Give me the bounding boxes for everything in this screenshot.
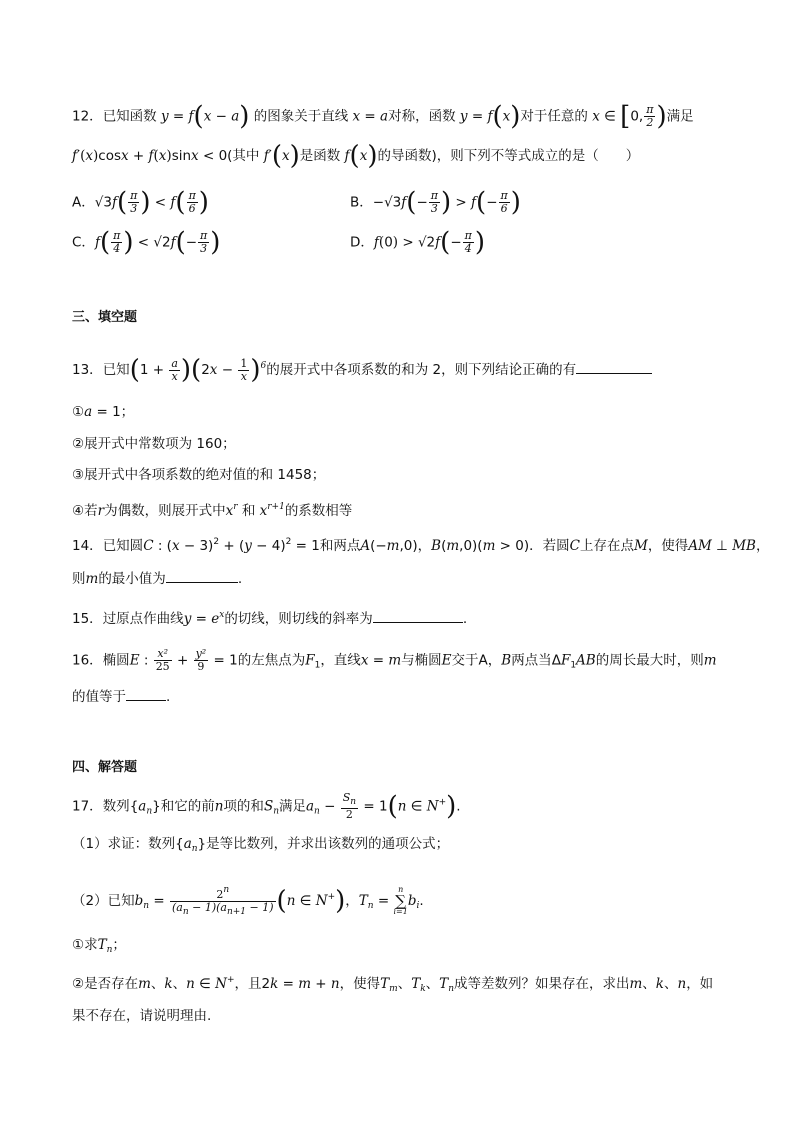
- q14-number: 14．: [72, 538, 103, 554]
- q16-answer-blank[interactable]: [126, 686, 166, 701]
- q13-item-3: ③展开式中各项系数的绝对值的和 1458；: [72, 467, 326, 483]
- q17-sub2-line2: 果不存在，请说明理由.: [72, 1008, 212, 1024]
- q17-line1: 17．数列$\{a_n\}$和它的前n项的和$S_n$满足$a_n$ − $\frac{S_n}{2}$ = 1(n ∈ N+).: [72, 791, 461, 822]
- q13-item-2: ②展开式中常数项为 160；: [72, 436, 236, 452]
- q12-option-c: C．f( $\frac{\pi}{4}$ ) < √2f(− $\frac{\pi}{3}$ ): [72, 227, 221, 258]
- q12-option-d: D．f(0) > √2f(− $\frac{\pi}{4}$ ): [350, 227, 486, 258]
- q12-option-b: B．−√3f(− $\frac{\pi}{3}$ ) > f(− $\frac{\pi}{6}$ ): [350, 187, 521, 218]
- q13-item-4: ④若r为偶数，则展开式中$x^r$ 和 $x^{r+1}$的系数相等: [72, 502, 353, 519]
- q16-line1: 16．椭圆E : $\frac{\text{x²}}{25}$ + $\frac{\text{y²}}{9}$ = 1的左焦点为$F_1$，直线x = m与椭圆E交于A，B两点当$\Delta F_1AB$的周长最大时，则m: [72, 647, 717, 673]
- q16-line2: 的值等于 .: [72, 686, 170, 707]
- q12-line1: 12．已知函数 y = f(x − a) 的图象关于直线 x = a对称，函数 y = f(x)对于任意的 x ∈ [0, $\frac{\pi}{2}$ )满足: [72, 101, 694, 132]
- q13-item-1: ①a = 1；: [72, 404, 135, 420]
- q12-option-a: A．√3f( $\frac{\pi}{3}$ ) < f( $\frac{\pi}{6}$ ): [72, 187, 209, 218]
- q15-answer-blank[interactable]: [373, 608, 463, 623]
- q17-part1: （1）求证：数列$\{a_n\}$是等比数列，并求出该数列的通项公式；: [72, 836, 450, 854]
- q17-sub2-line1: ②是否存在m、k、n ∈ N+，且2k = m + n，使得$T_m$、$T_k$、$T_n$成等差数列？如果存在，求出m、k、n，如: [72, 975, 714, 994]
- q15-number: 15．: [72, 611, 103, 627]
- q17-number: 17．: [72, 798, 103, 815]
- q16-number: 16．: [72, 652, 103, 669]
- q17-sub1: ①求$T_n$；: [72, 937, 126, 955]
- q13-number: 13．: [72, 362, 103, 378]
- q15-line: 15．过原点作曲线$y = e^x$的切线，则切线的斜率为 .: [72, 610, 468, 627]
- q14-line1: 14．已知圆C : $(x - 3)^2 + (y - 4)^2 = 1$和两点A(−m,0)，B(m,0)(m > 0)．若圆C上存在点M，使得AM ⊥ MB，: [72, 537, 770, 554]
- q13-line1: 13．已知(1 + $\frac{a}{x}$ )(2x − $\frac{1}{x}$ )$^6$的展开式中各项系数的和为 2，则下列结论正确的有: [72, 356, 652, 383]
- q12-line2: f′(x)cosx + f(x)sinx < 0(其中 f′(x)是函数 f(x)的导函数)，则下列不等式成立的是（ ）: [72, 141, 640, 171]
- section-answer-heading: 四、解答题: [72, 760, 138, 775]
- q17-part2: （2）已知$b_n$ = $\frac{2^n}{(a_n - 1)(a_{n+1} - 1)}$ (n ∈ N+)，$T_n$ = n ∑ i=1 $b_i$.: [72, 885, 424, 917]
- q14-line2: 则m的最小值为 .: [72, 568, 242, 589]
- q12-number: 12．: [72, 108, 103, 125]
- q13-answer-blank[interactable]: [576, 359, 652, 374]
- q14-answer-blank[interactable]: [166, 568, 238, 583]
- section-fill-in-heading: 三、填空题: [72, 310, 138, 325]
